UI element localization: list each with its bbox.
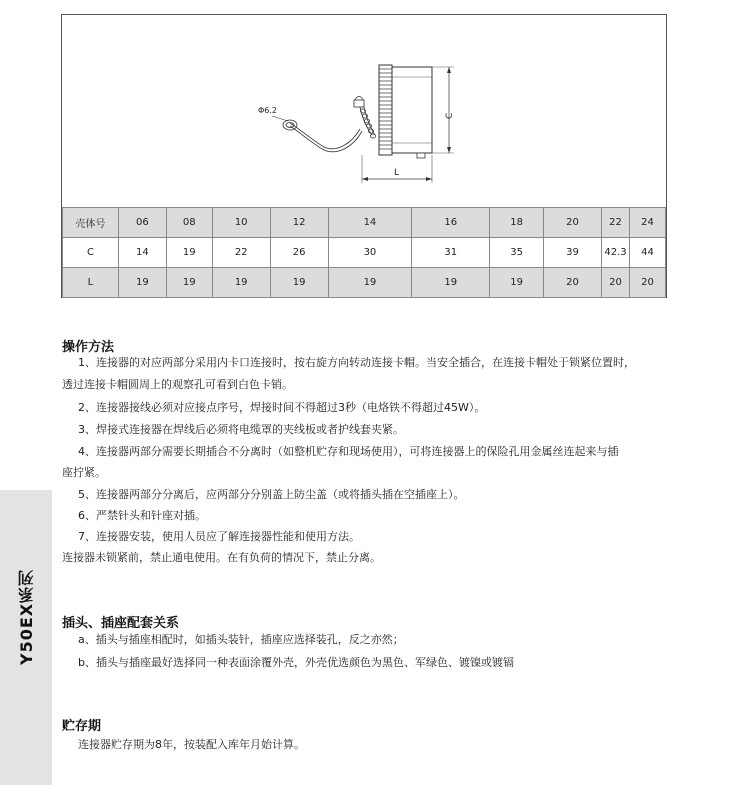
operation-line: 连接器未锁紧前，禁止通电使用。在有负荷的情况下，禁止分离。 <box>62 551 381 564</box>
series-side-label: Y50EX系列 <box>17 568 36 665</box>
table-cell: 19 <box>412 268 490 298</box>
table-cell: 14 <box>118 238 166 268</box>
chain <box>283 97 376 152</box>
table-header-cell: 06 <box>118 208 166 238</box>
table-header-cell: 16 <box>412 208 490 238</box>
table-cell: 42.3 <box>601 238 629 268</box>
table-cell: 19 <box>212 268 270 298</box>
table-row <box>63 238 666 268</box>
table-cell: 19 <box>490 268 544 298</box>
table-header-cell: 22 <box>601 208 629 238</box>
table-header-cell: 20 <box>544 208 602 238</box>
table-cell: 30 <box>328 238 412 268</box>
table-cell: 19 <box>270 268 328 298</box>
operation-line: 1、连接器的对应两部分采用内卡口连接时，按右旋方向转动连接卡帽。当安全插合，在连接卡帽处于锁紧位置时， <box>78 356 635 369</box>
table-row-label: L <box>63 268 119 298</box>
table-cell: 44 <box>629 238 665 268</box>
table-row-label: C <box>63 238 119 268</box>
operation-line: 5、连接器两部分分离后，应两部分分别盖上防尘盖（或将插头插在空插座上）。 <box>78 488 465 501</box>
table-header-cell: 12 <box>270 208 328 238</box>
table-header-cell: 24 <box>629 208 665 238</box>
table-header-cell: 18 <box>490 208 544 238</box>
table-cell: 19 <box>328 268 412 298</box>
operation-line: 透过连接卡帽圆周上的观察孔可看到白色卡销。 <box>62 378 293 391</box>
knurl-lines <box>379 69 392 149</box>
table-cell: 39 <box>544 238 602 268</box>
matching-title: 插头、插座配套关系 <box>62 616 180 631</box>
spec-table <box>62 207 666 298</box>
matching-line: a、插头与插座相配时，如插头装针，插座应选择装孔，反之亦然； <box>78 633 404 646</box>
storage-line: 连接器贮存期为8年，按装配入库年月始计算。 <box>78 738 305 751</box>
operation-line: 座拧紧。 <box>62 466 106 479</box>
table-header-row <box>63 208 666 238</box>
table-cell: 19 <box>118 268 166 298</box>
operation-line: 3、焊接式连接器在焊线后必须将电缆罩的夹线板或者护线套夹紧。 <box>78 423 404 436</box>
table-cell: 35 <box>490 238 544 268</box>
operation-line: 2、连接器接线必须对应接点序号，焊接时间不得超过3秒（电烙铁不得超过45W）。 <box>78 401 486 414</box>
table-cell: 26 <box>270 238 328 268</box>
table-header-cell: 10 <box>212 208 270 238</box>
table-header-cell: 14 <box>328 208 412 238</box>
table-cell: 20 <box>629 268 665 298</box>
operation-line: 7、连接器安装，使用人员应了解连接器性能和使用方法。 <box>78 530 360 543</box>
table-cell: 20 <box>544 268 602 298</box>
dim-phi-label: Φ6.2 <box>258 106 278 115</box>
dim-l-label: L <box>394 168 400 178</box>
table-header-label: 壳体号 <box>63 208 119 238</box>
dim-c-label: C <box>445 112 455 119</box>
table-cell: 22 <box>212 238 270 268</box>
storage-title: 贮存期 <box>62 719 102 734</box>
matching-line: b、插头与插座最好选择同一种表面涂覆外壳，外壳优选颜色为黑色、军绿色、镀镍或镀镉 <box>78 656 514 669</box>
operation-line: 4、连接器两部分需要长期插合不分离时（如整机贮存和现场使用），可将连接器上的保险孔用金属丝连起来与插 <box>78 445 619 458</box>
table-cell: 20 <box>601 268 629 298</box>
operation-line: 6、严禁针头和针座对插。 <box>78 509 206 522</box>
table-row <box>63 268 666 298</box>
knurled-ring <box>379 65 392 155</box>
table-cell: 19 <box>166 268 212 298</box>
table-header-cell: 08 <box>166 208 212 238</box>
table-cell: 19 <box>166 238 212 268</box>
operation-title: 操作方法 <box>62 340 115 355</box>
cap-body <box>392 67 432 153</box>
spec-box <box>61 14 667 298</box>
dust-cap-drawing <box>62 15 666 207</box>
table-cell: 31 <box>412 238 490 268</box>
